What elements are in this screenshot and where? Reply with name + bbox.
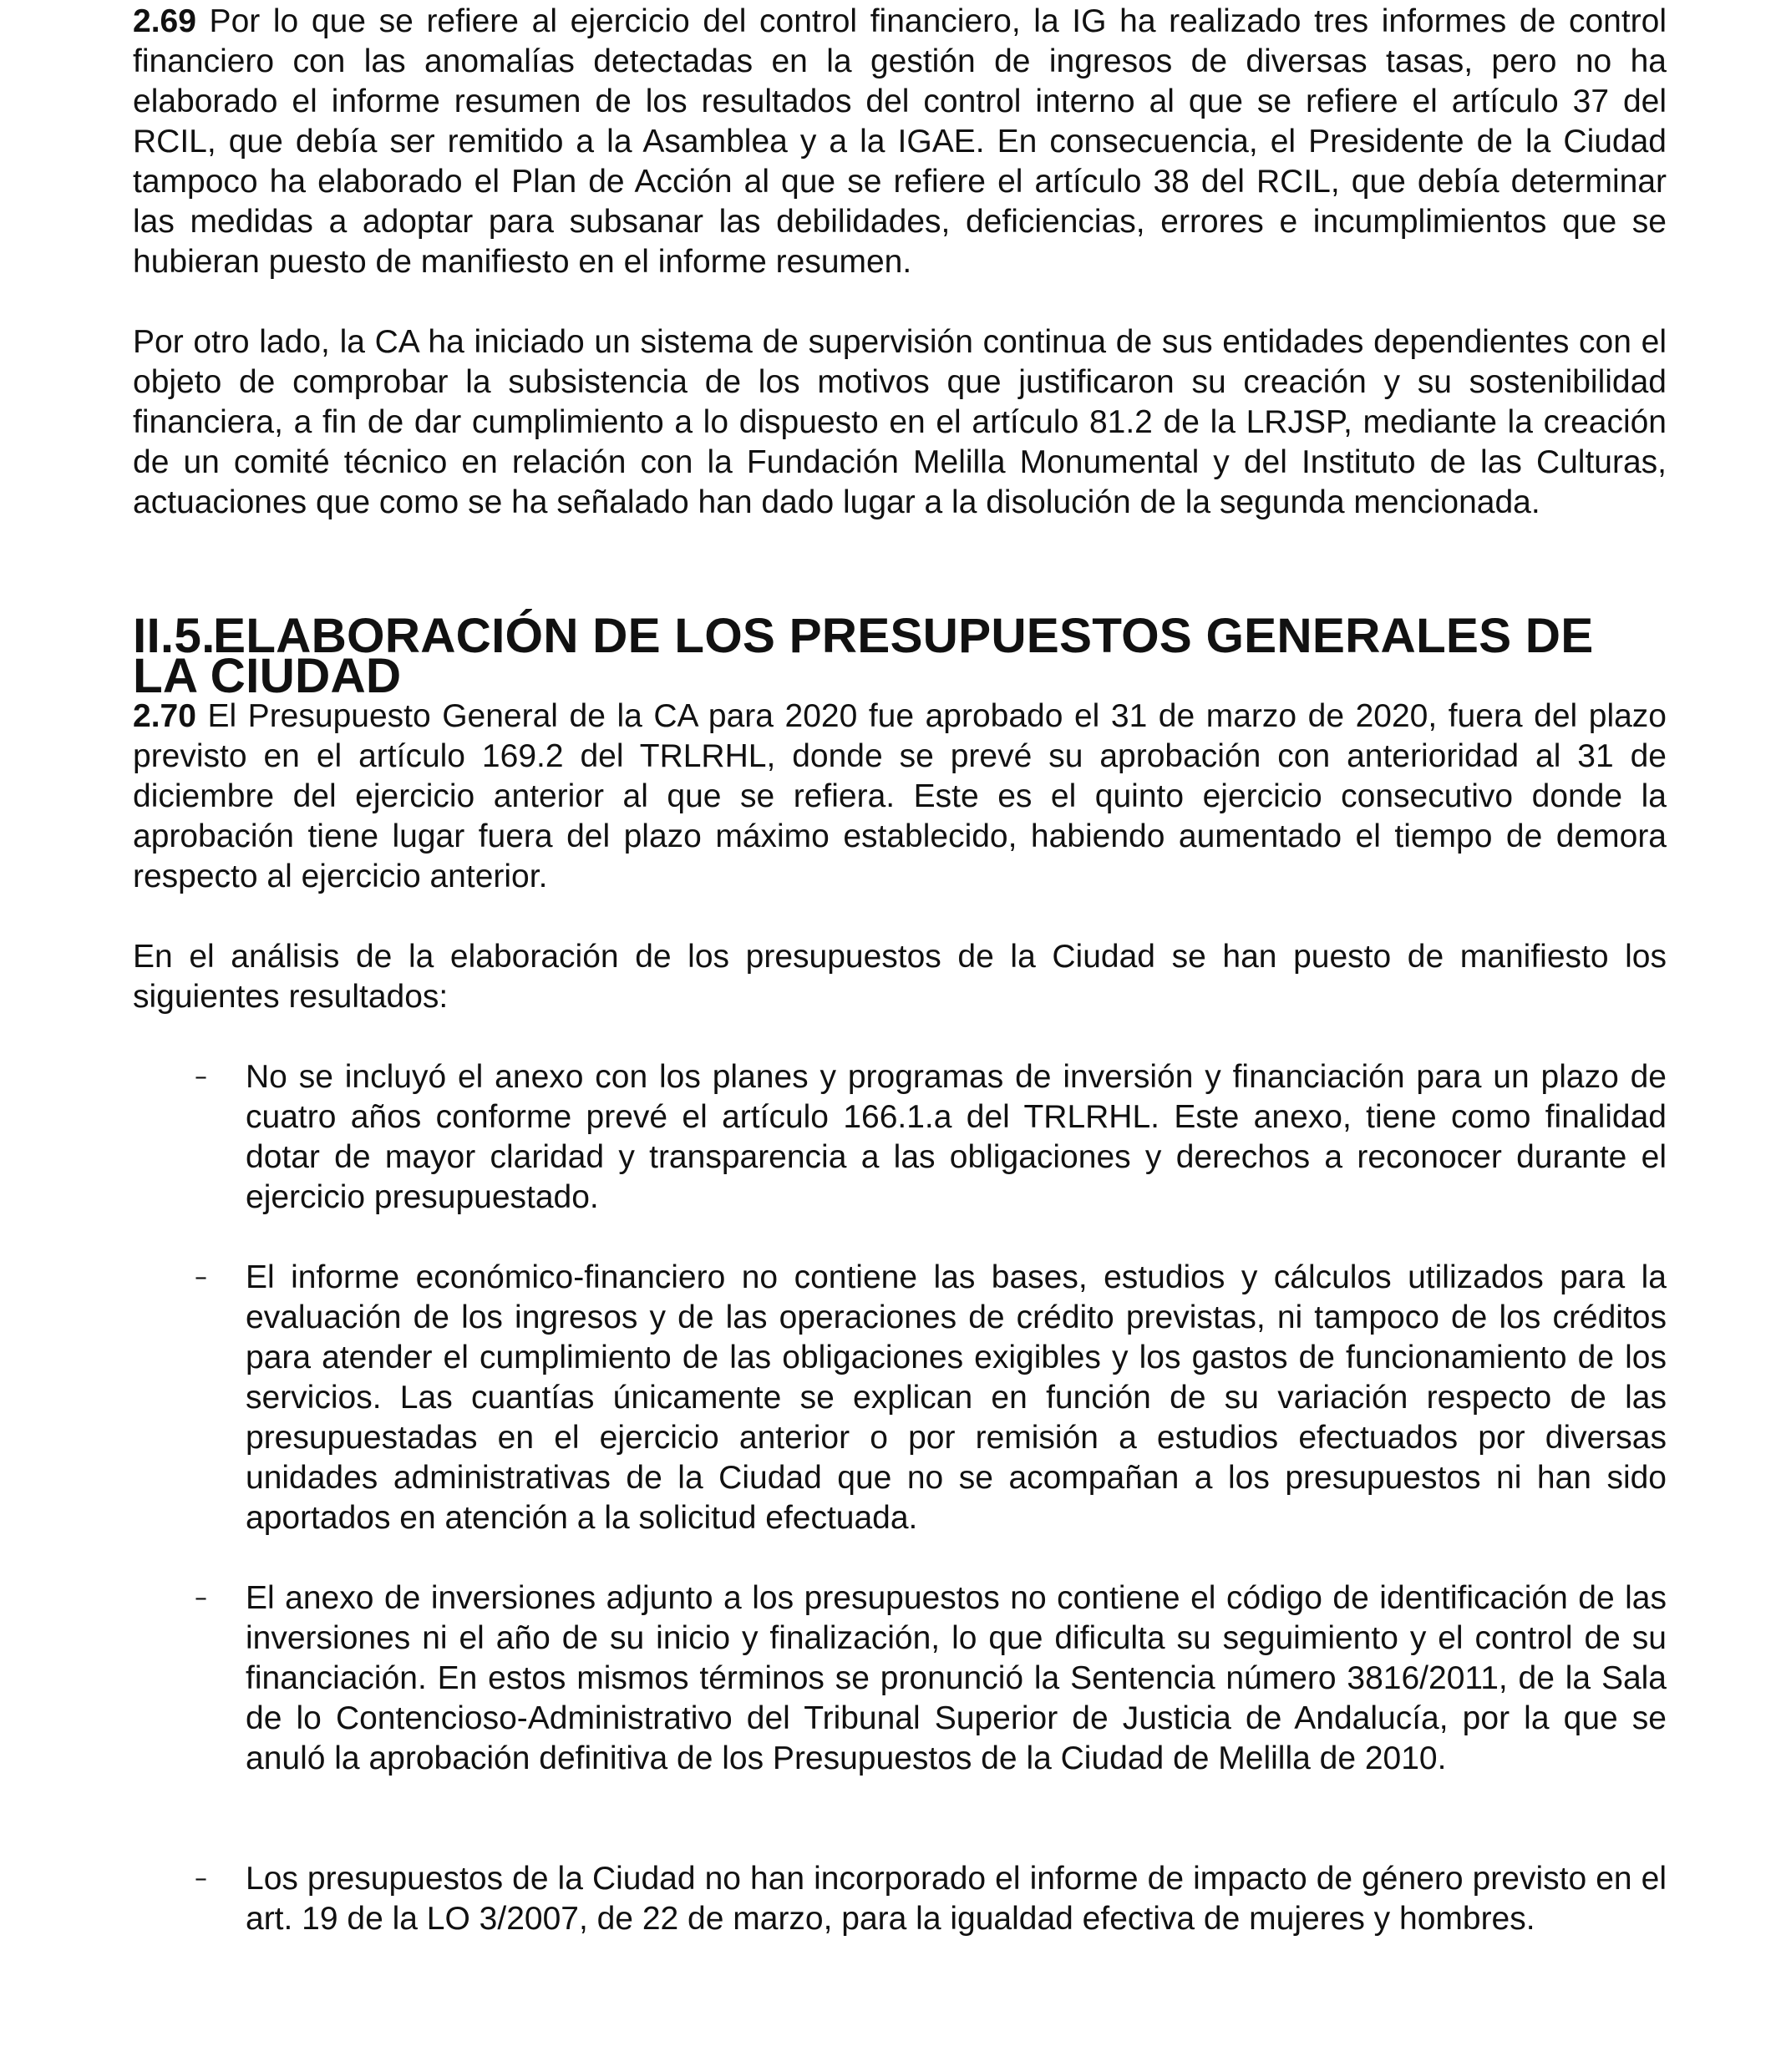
dash-bullet-icon: – (195, 1864, 207, 1893)
paragraph-text: Por otro lado, la CA ha iniciado un sistema de supervisión continua de sus entidades dependientes con el objeto de comprobar la subsistencia de los motivos que justificaron su creación y su sostenibilidad financiera, a fin de dar cumplimiento a lo dispuesto en el artículo 81.2 de la LRJSP, mediante la creación de un comité técnico en relación con la Fundación Melilla Monumental y del Instituto de las Culturas, actuaciones que como se ha señalado han dado lugar a la disolución de la segunda mencionada. (133, 324, 1667, 520)
list-item-text: El informe económico-financiero no contiene las bases, estudios y cálculos utilizados para la evaluación de los ingresos y de las operaciones de crédito previstas, ni tampoco de los créditos para atender el cumplimiento de las obligaciones exigibles y los gastos de funcionamiento de los servicios. Las cuantías únicamente se explican en función de su variación respecto de las presupuestadas en el ejercicio anterior o por remisión a estudios efectuados por diversas unidades administrativas de la Ciudad que no se acompañan a los presupuestos ni han sido aportados en atención a la solicitud efectuada. (246, 1259, 1667, 1536)
section-title: ELABORACIÓN DE LOS PRESUPUESTOS GENERALES DE LA CIUDAD (133, 609, 1594, 703)
list-item-text: No se incluyó el anexo con los planes y programas de inversión y financiación para un plazo de cuatro años conforme prevé el artículo 166.1.a del TRLRHL. Este anexo, tiene como finalidad dotar de mayor claridad y transparencia a las obligaciones y derechos a reconocer durante el ejercicio presupuestado. (246, 1059, 1667, 1215)
dash-bullet-icon: – (195, 1263, 207, 1292)
paragraph-number: 2.69 (133, 3, 196, 39)
paragraph-number: 2.70 (133, 698, 196, 734)
paragraph-2-70 (133, 697, 1667, 897)
dash-bullet-icon: – (195, 1062, 207, 1092)
paragraph-analysis-intro (133, 937, 1667, 1017)
dash-bullet-icon: – (195, 1583, 207, 1613)
paragraph-text: En el análisis de la elaboración de los presupuestos de la Ciudad se han puesto de manifiesto los siguientes resultados: (133, 939, 1667, 1015)
list-item-text: El anexo de inversiones adjunto a los presupuestos no contiene el código de identificación de las inversiones ni el año de su inicio y finalización, lo que dificulta su seguimiento y el control de su financiación. En estos mismos términos se pronunció la Sentencia número 3816/2011, de la Sala de lo Contencioso-Administrativo del Tribunal Superior de Justicia de Andalucía, por la que se anuló la aprobación definitiva de los Presupuestos de la Ciudad de Melilla de 2010. (246, 1580, 1667, 1776)
section-number: II.5. (133, 609, 216, 663)
list-item-text: Los presupuestos de la Ciudad no han incorporado el informe de impacto de género previsto en el art. 19 de la LO 3/2007, de 22 de marzo, para la igualdad efectiva de mujeres y hombres. (246, 1861, 1667, 1937)
section-heading (133, 609, 1667, 703)
paragraph-text: El Presupuesto General de la CA para 2020 fue aprobado el 31 de marzo de 2020, fuera del plazo previsto en el artículo 169.2 del TRLRHL, donde se prevé su aprobación con anterioridad al 31 de diciembre del ejercicio anterior al que se refiera. Este es el quinto ejercicio consecutivo donde la aprobación tiene lugar fuera del plazo máximo establecido, habiendo aumentado el tiempo de demora respecto al ejercicio anterior. (133, 698, 1667, 894)
paragraph-text: Por lo que se refiere al ejercicio del control financiero, la IG ha realizado tres informes de control financiero con las anomalías detectadas en la gestión de ingresos de diversas tasas, pero no ha elaborado el informe resumen de los resultados del control interno al que se refiere el artículo 37 del RCIL, que debía ser remitido a la Asamblea y a la IGAE. En consecuencia, el Presidente de la Ciudad tampoco ha elaborado el Plan de Acción al que se refiere el artículo 38 del RCIL, que debía determinar las medidas a adoptar para subsanar las debilidades, deficiencias, errores e incumplimientos que se hubieran puesto de manifiesto en el informe resumen. (133, 3, 1667, 280)
paragraph-supervision (133, 322, 1667, 523)
paragraph-2-69 (133, 2, 1667, 282)
